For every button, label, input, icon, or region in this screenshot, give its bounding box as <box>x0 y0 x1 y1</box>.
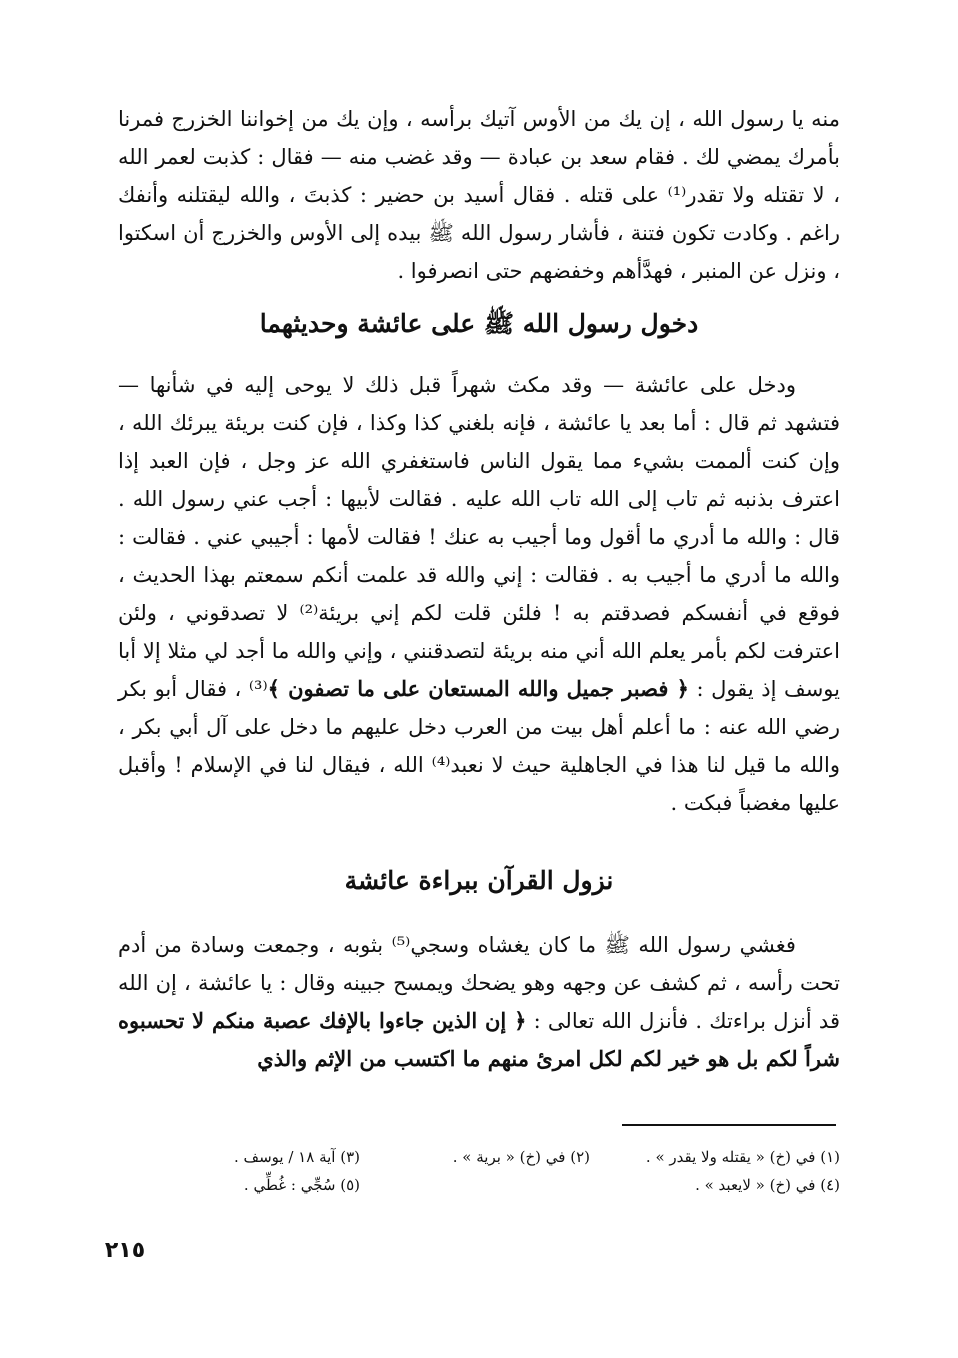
paragraph-3 <box>118 926 840 1078</box>
paragraph-3-text <box>118 926 840 1078</box>
paragraph-1 <box>118 100 840 290</box>
quran-verse-1: ﴿ فصبر جميل والله المستعان على ما تصفون ﴾ <box>267 676 689 701</box>
paragraph-3-part-a: فغشي رسول الله ﷺ ما كان يغشاه وسجي⁽⁵⁾ بثوبه ، وجمعت وسادة من أدم تحت رأسه ، ثم كشف عن وجهه وهو يضحك ويمسح جبينه وقال : يا عائشة ، إن الله قد أنزل براءتك . فأنزل الله تعالى : <box>118 933 840 1033</box>
footnote-row-1 <box>100 1143 840 1171</box>
footnote-3: (٣) آية ١٨ / يوسف . <box>234 1148 360 1166</box>
footnote-2: (٢) في (خ) « برية » . <box>452 1148 590 1166</box>
footnote-separator <box>622 1124 836 1126</box>
footnote-1: (١) في (خ) « يقتله ولا يقدر » . <box>645 1148 840 1166</box>
paragraph-2-text <box>118 366 840 822</box>
paragraph-2-part-a: ودخل على عائشة — وقد مكث شهراً قبل ذلك لا يوحى إليه في شأنها — فتشهد ثم قال : أما بعد يا عائشة ، فإنه بلغني كذا وكذا ، فإن كنت بريئة يبرئك الله ، وإن كنت ألممت بشيء مما يقول الناس فاستغفري الله عز وجل ، فإن العبد إذا اعترف بذنبه ثم تاب إلى الله تاب الله عليه . فقالت لأبيها : أجب عني رسول الله . قال : والله ما أدري ما أقول وما أجيب به عنك ! فقالت لأمها : أجيبي عني . فقالت : والله ما أدري ما أجيب به . فقالت : إني والله قد علمت أنكم سمعتم بهذا الحديث ، فوقع في أنفسكم فصدقتم به ! فلئن قلت لكم إني بريئة⁽²⁾ لا تصدقوني ، ولئن اعترفت لكم بأمر يعلم الله أني منه بريئة لتصدقنني ، وإني والله ما أجد لي مثلا إلا أبا يوسف إذ يقول : <box>118 373 840 701</box>
paragraph-2 <box>118 366 840 822</box>
section-heading-2: نزول القرآن ببراءة عائشة <box>344 866 614 895</box>
paragraph-1-text: منه يا رسول الله ، إن يك من الأوس آتيك برأسه ، وإن يك من إخواننا الخزرج فمرنا بأمرك يمضي لك . فقام سعد بن عبادة — وقد غضب منه — فقال : كذبت لعمر الله ، لا تقتله ولا تقدر⁽¹⁾ على قتله . فقال أسيد بن حضير : كذبتَ ، والله ليقتلنه وأنفك راغم . وكادت تكون فتنة ، فأشار رسول الله ﷺ بيده إلى الأوس والخزرج أن اسكتوا ، ونزل عن المنبر ، فهدَّأهم وخفضهم حتى انصرفوا . <box>118 107 840 283</box>
footnote-4: (٤) في (خ) « لايعبد » . <box>695 1176 840 1194</box>
footnote-spacer <box>360 1171 590 1199</box>
footnote-5: (٥) سُجِّي : غُطِّي . <box>243 1176 360 1194</box>
footnote-row-2 <box>100 1171 840 1199</box>
quran-verse-2: ﴿ إن الذين جاءوا بالإفك عصبة منكم لا تحسبوه شراً لكم بل هو خير لكم لكل امرئ منهم ما اكتسب من الإثم والذي <box>118 1008 840 1071</box>
page-number: ٢١٥ <box>104 1238 146 1263</box>
paragraph-2-part-b: ⁽³⁾ ، فقال أبو بكر رضي الله عنه : ما أعلم أهل بيت من العرب دخل عليهم ما دخل على آل أبي بكر ، والله ما قيل لنا هذا في الجاهلية حيث لا نعبد⁽⁴⁾ الله ، فيقال لنا في الإسلام ! وأقبل عليها مغضباً فبكت . <box>118 677 840 815</box>
section-heading-1: دخول رسول الله ﷺ على عائشة وحديثهما <box>259 309 699 338</box>
footnotes <box>100 1143 840 1199</box>
